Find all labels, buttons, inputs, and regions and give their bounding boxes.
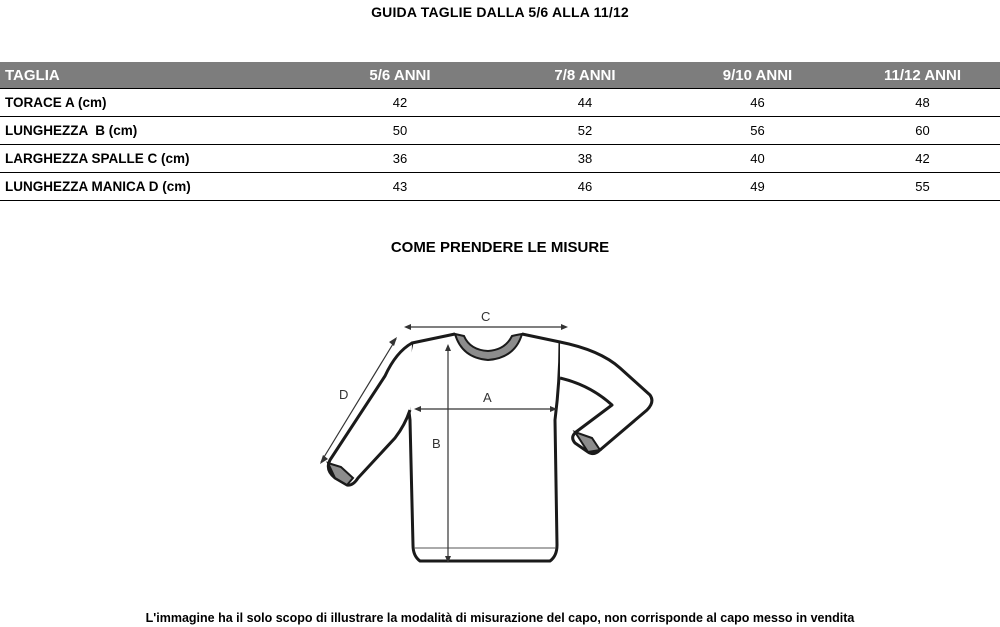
table-cell: 43 <box>300 173 500 201</box>
measure-d-label: D <box>339 387 349 402</box>
table-cell: 48 <box>845 89 1000 117</box>
table-cell: 52 <box>500 117 670 145</box>
table-cell: 46 <box>500 173 670 201</box>
header-size-5-6: 5/6 ANNI <box>300 62 500 89</box>
sweater-body-outline <box>407 334 560 561</box>
table-cell: 49 <box>670 173 845 201</box>
table-cell: 50 <box>300 117 500 145</box>
table-cell: 56 <box>670 117 845 145</box>
measure-title: COME PRENDERE LE MISURE <box>390 239 610 256</box>
table-cell: 40 <box>670 145 845 173</box>
table-cell: 55 <box>845 173 1000 201</box>
table-cell: 44 <box>500 89 670 117</box>
disclaimer-note: L'immagine ha il solo scopo di illustrare la modalità di misurazione del capo, non corrisponde al capo messo in vendita <box>145 611 855 625</box>
measure-b-label: B <box>432 436 441 451</box>
right-sleeve-outline <box>560 342 652 454</box>
measure-d-arrow-top <box>389 337 397 346</box>
table-cell: 42 <box>300 89 500 117</box>
measure-c-arrow-left <box>404 324 411 330</box>
header-size-11-12: 11/12 ANNI <box>845 62 1000 89</box>
table-cell: 38 <box>500 145 670 173</box>
header-size-7-8: 7/8 ANNI <box>500 62 670 89</box>
table-cell: 42 <box>845 145 1000 173</box>
header-size-9-10: 9/10 ANNI <box>670 62 845 89</box>
left-sleeve-outline <box>328 343 412 485</box>
row-label-larghezza-spalle: LARGHEZZA SPALLE C (cm) <box>0 145 300 173</box>
measure-c-arrow-right <box>561 324 568 330</box>
page-title: GUIDA TAGLIE DALLA 5/6 ALLA 11/12 <box>371 4 629 20</box>
measure-c-label: C <box>481 309 491 324</box>
table-cell: 46 <box>670 89 845 117</box>
measure-a-label: A <box>483 390 492 405</box>
table-cell: 36 <box>300 145 500 173</box>
row-label-lunghezza-manica: LUNGHEZZA MANICA D (cm) <box>0 173 300 201</box>
row-label-lunghezza: LUNGHEZZA B (cm) <box>0 117 300 145</box>
table-cell: 60 <box>845 117 1000 145</box>
header-taglia: TAGLIA <box>0 62 300 89</box>
row-label-torace: TORACE A (cm) <box>0 89 300 117</box>
